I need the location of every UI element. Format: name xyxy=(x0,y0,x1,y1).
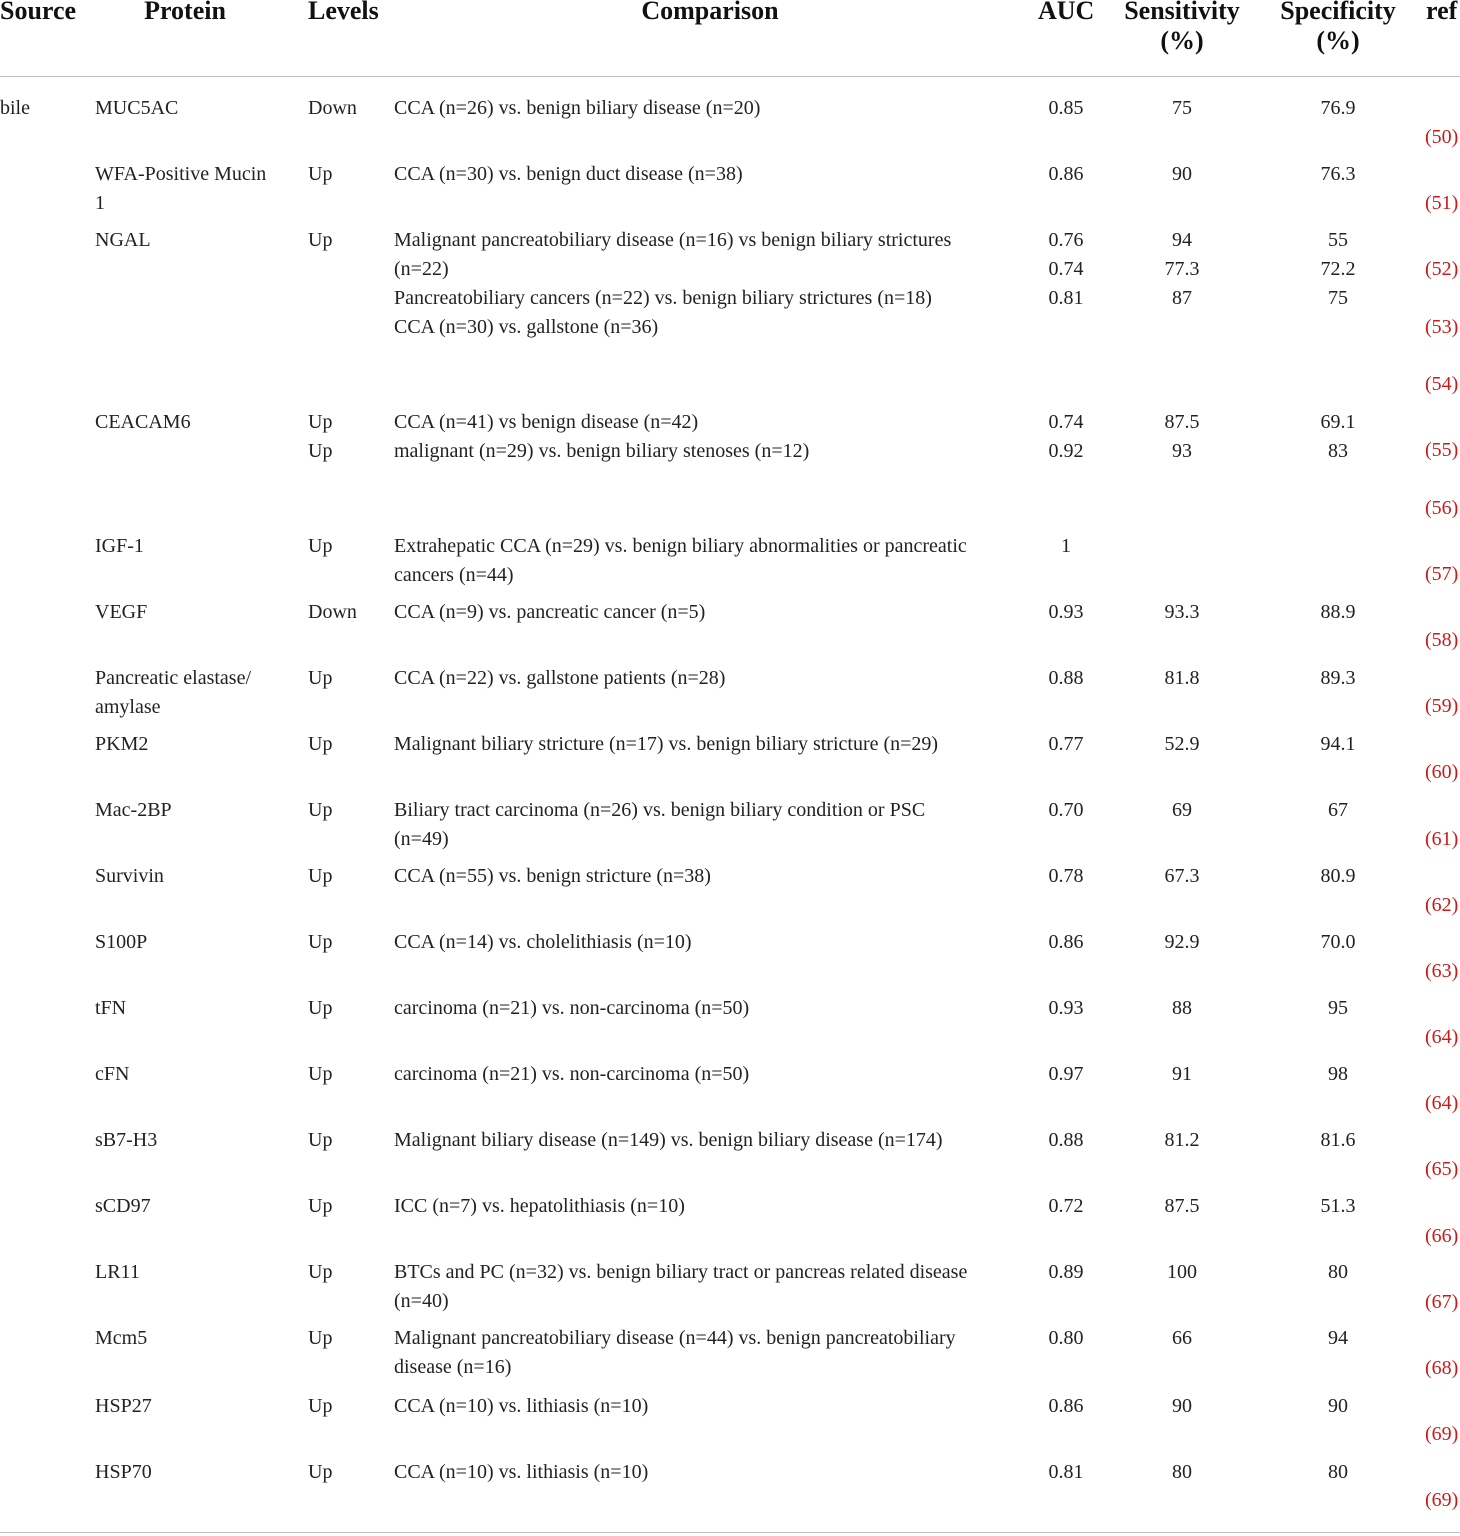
protein-cell xyxy=(95,796,295,825)
protein-cell xyxy=(95,928,295,957)
levels-cell xyxy=(308,1458,378,1487)
auc-line: 1 xyxy=(1061,535,1071,557)
spec-cell xyxy=(1288,796,1388,825)
comparison-line: Extrahepatic CCA (n=29) vs. benign biliary abnormalities or pancreatic xyxy=(394,535,967,557)
protein-line: LR11 xyxy=(95,1261,140,1283)
auc-line: 0.97 xyxy=(1048,1063,1084,1085)
sens-cell xyxy=(1132,408,1232,466)
levels-cell xyxy=(308,532,378,561)
sens-cell xyxy=(1132,160,1232,189)
sens-cell xyxy=(1132,1324,1232,1353)
spec-line: 76.9 xyxy=(1320,97,1356,119)
protein-cell xyxy=(95,408,295,437)
spec-cell xyxy=(1288,1458,1388,1487)
spec-cell xyxy=(1288,408,1388,466)
spec-line: 67 xyxy=(1328,799,1348,821)
auc-cell xyxy=(1036,532,1096,561)
protein-cell xyxy=(95,1126,295,1155)
levels-cell xyxy=(308,664,378,693)
spec-cell xyxy=(1288,730,1388,759)
levels-cell xyxy=(308,1324,378,1353)
protein-line: Mcm5 xyxy=(95,1327,148,1349)
ref-link[interactable]: (59) xyxy=(1425,695,1459,717)
levels-cell xyxy=(308,598,378,627)
protein-cell xyxy=(95,1192,295,1221)
comparison-line: carcinoma (n=21) vs. non-carcinoma (n=50) xyxy=(394,1063,750,1085)
auc-line: 0.77 xyxy=(1048,733,1084,755)
levels-line: Up xyxy=(308,1395,333,1417)
sens-cell xyxy=(1132,1392,1232,1421)
spec-cell xyxy=(1288,160,1388,189)
sens-line: 90 xyxy=(1172,1395,1192,1417)
comparison-line: Pancreatobiliary cancers (n=22) vs. benign biliary strictures (n=18) xyxy=(394,287,932,309)
auc-cell xyxy=(1036,862,1096,891)
levels-line: Up xyxy=(308,1261,333,1283)
protein-cell xyxy=(95,1458,295,1487)
sens-cell xyxy=(1132,598,1232,627)
levels-cell xyxy=(308,1392,378,1421)
auc-cell xyxy=(1036,664,1096,693)
comparison-cell xyxy=(394,160,1024,189)
levels-cell xyxy=(308,1192,378,1221)
header-auc: AUC xyxy=(1038,0,1095,25)
auc-cell xyxy=(1036,994,1096,1023)
sens-line: 77.3 xyxy=(1164,258,1200,280)
auc-cell xyxy=(1036,1258,1096,1287)
ref-link[interactable]: (50) xyxy=(1425,126,1459,148)
protein-line: CEACAM6 xyxy=(95,411,191,433)
sens-line: 66 xyxy=(1172,1327,1192,1349)
spec-line: 51.3 xyxy=(1320,1195,1356,1217)
auc-line: 0.80 xyxy=(1048,1327,1084,1349)
ref-link[interactable]: (62) xyxy=(1425,894,1459,916)
auc-line: 0.92 xyxy=(1048,440,1084,462)
ref-link[interactable]: (53) xyxy=(1425,316,1459,338)
sens-cell xyxy=(1132,226,1232,313)
levels-cell xyxy=(308,160,378,189)
protein-line: amylase xyxy=(95,696,161,718)
spec-line: 95 xyxy=(1328,997,1348,1019)
sens-line: 67.3 xyxy=(1164,865,1200,887)
levels-line: Up xyxy=(308,1195,333,1217)
ref-link[interactable]: (51) xyxy=(1425,192,1459,214)
comparison-cell xyxy=(394,598,1024,627)
comparison-line: Malignant pancreatobiliary disease (n=44) vs. benign pancreatobiliary xyxy=(394,1327,956,1349)
comparison-line: Malignant biliary disease (n=149) vs. benign biliary disease (n=174) xyxy=(394,1129,943,1151)
comparison-line: CCA (n=26) vs. benign biliary disease (n=20) xyxy=(394,97,761,119)
levels-cell xyxy=(308,994,378,1023)
protein-cell xyxy=(95,1324,295,1353)
spec-cell xyxy=(1288,1324,1388,1353)
ref-link[interactable]: (56) xyxy=(1425,497,1459,519)
auc-cell xyxy=(1036,1192,1096,1221)
levels-line: Up xyxy=(308,229,333,251)
levels-cell xyxy=(308,94,378,123)
ref-link[interactable]: (61) xyxy=(1425,828,1459,850)
auc-cell xyxy=(1036,796,1096,825)
spec-line: 80 xyxy=(1328,1461,1348,1483)
spec-line: 72.2 xyxy=(1320,258,1356,280)
comparison-line: CCA (n=30) vs. benign duct disease (n=38) xyxy=(394,163,743,185)
spec-line: 94.1 xyxy=(1320,733,1356,755)
auc-line: 0.78 xyxy=(1048,865,1084,887)
levels-line: Up xyxy=(308,799,333,821)
auc-line: 0.81 xyxy=(1048,287,1084,309)
ref-link[interactable]: (64) xyxy=(1425,1092,1459,1114)
protein-cell xyxy=(95,1258,295,1287)
levels-line: Up xyxy=(308,931,333,953)
spec-cell xyxy=(1288,598,1388,627)
sens-line: 75 xyxy=(1172,97,1192,119)
comparison-line: Biliary tract carcinoma (n=26) vs. benign biliary condition or PSC xyxy=(394,799,926,821)
comparison-cell xyxy=(394,796,1024,854)
auc-line: 0.85 xyxy=(1048,97,1084,119)
comparison-line: BTCs and PC (n=32) vs. benign biliary tract or pancreas related disease xyxy=(394,1261,968,1283)
ref-link[interactable]: (52) xyxy=(1425,258,1459,280)
levels-line: Up xyxy=(308,163,333,185)
ref-link[interactable]: (69) xyxy=(1425,1423,1459,1445)
header-protein: Protein xyxy=(144,0,226,25)
sens-line: 80 xyxy=(1172,1461,1192,1483)
header-ref: ref xyxy=(1426,0,1458,25)
source-cell: bile xyxy=(0,97,30,119)
spec-cell xyxy=(1288,1126,1388,1155)
auc-cell xyxy=(1036,928,1096,957)
levels-cell xyxy=(308,796,378,825)
protein-line: NGAL xyxy=(95,229,151,251)
protein-cell xyxy=(95,160,295,218)
sens-line: 94 xyxy=(1172,229,1192,251)
spec-line: 80 xyxy=(1328,1261,1348,1283)
levels-cell xyxy=(308,1060,378,1089)
auc-cell xyxy=(1036,160,1096,189)
auc-cell xyxy=(1036,730,1096,759)
comparison-cell xyxy=(394,730,1024,759)
spec-line: 75 xyxy=(1328,287,1348,309)
protein-line: VEGF xyxy=(95,601,148,623)
comparison-cell xyxy=(394,408,1024,466)
auc-line: 0.86 xyxy=(1048,163,1084,185)
comparison-line: CCA (n=41) vs benign disease (n=42) xyxy=(394,411,699,433)
sens-cell xyxy=(1132,862,1232,891)
spec-cell xyxy=(1288,1192,1388,1221)
protein-line: Pancreatic elastase/ xyxy=(95,667,252,689)
auc-line: 0.88 xyxy=(1048,667,1084,689)
levels-line: Down xyxy=(308,97,357,119)
protein-line: sB7-H3 xyxy=(95,1129,158,1151)
comparison-cell xyxy=(394,1192,1024,1221)
protein-cell xyxy=(95,598,295,627)
auc-line: 0.76 xyxy=(1048,229,1084,251)
sens-line: 87 xyxy=(1172,287,1192,309)
sens-line: 92.9 xyxy=(1164,931,1200,953)
auc-line: 0.70 xyxy=(1048,799,1084,821)
levels-line: Up xyxy=(308,411,333,433)
comparison-line: cancers (n=44) xyxy=(394,564,514,586)
comparison-line: CCA (n=22) vs. gallstone patients (n=28) xyxy=(394,667,726,689)
sens-line: 52.9 xyxy=(1164,733,1200,755)
comparison-line: CCA (n=10) vs. lithiasis (n=10) xyxy=(394,1461,649,1483)
auc-line: 0.81 xyxy=(1048,1461,1084,1483)
levels-line: Up xyxy=(308,535,333,557)
comparison-cell xyxy=(394,226,1024,342)
comparison-line: Malignant biliary stricture (n=17) vs. benign biliary stricture (n=29) xyxy=(394,733,939,755)
protein-cell xyxy=(95,1392,295,1421)
comparison-cell xyxy=(394,928,1024,957)
header-levels: Levels xyxy=(308,0,379,25)
comparison-cell xyxy=(394,1324,1024,1382)
auc-cell xyxy=(1036,94,1096,123)
protein-cell xyxy=(95,994,295,1023)
auc-cell xyxy=(1036,1060,1096,1089)
spec-cell xyxy=(1288,664,1388,693)
sens-line: 91 xyxy=(1172,1063,1192,1085)
sens-cell xyxy=(1132,1060,1232,1089)
levels-line: Down xyxy=(308,601,357,623)
ref-link[interactable]: (67) xyxy=(1425,1291,1459,1313)
sens-cell xyxy=(1132,796,1232,825)
comparison-line: (n=22) xyxy=(394,258,449,280)
comparison-cell xyxy=(394,1458,1024,1487)
ref-link[interactable]: (66) xyxy=(1425,1225,1459,1247)
protein-line: IGF-1 xyxy=(95,535,144,557)
sens-line: 81.2 xyxy=(1164,1129,1200,1151)
protein-cell xyxy=(95,730,295,759)
protein-line: Survivin xyxy=(95,865,164,887)
levels-line: Up xyxy=(308,865,333,887)
comparison-line: CCA (n=55) vs. benign stricture (n=38) xyxy=(394,865,711,887)
comparison-cell xyxy=(394,1392,1024,1421)
sens-cell xyxy=(1132,664,1232,693)
spec-cell xyxy=(1288,1258,1388,1287)
auc-cell xyxy=(1036,226,1096,313)
sens-cell xyxy=(1132,1258,1232,1287)
sens-line: 93.3 xyxy=(1164,601,1200,623)
auc-cell xyxy=(1036,1458,1096,1487)
comparison-line: CCA (n=10) vs. lithiasis (n=10) xyxy=(394,1395,649,1417)
header-sensitivity xyxy=(1117,0,1247,56)
spec-line: 94 xyxy=(1328,1327,1348,1349)
levels-cell xyxy=(308,1126,378,1155)
sens-cell xyxy=(1132,928,1232,957)
comparison-cell xyxy=(394,1258,1024,1316)
spec-line: 55 xyxy=(1328,229,1348,251)
auc-line: 0.86 xyxy=(1048,931,1084,953)
ref-link[interactable]: (58) xyxy=(1425,629,1459,651)
protein-cell xyxy=(95,1060,295,1089)
spec-line: 70.0 xyxy=(1320,931,1356,953)
spec-cell xyxy=(1288,928,1388,957)
ref-link[interactable]: (68) xyxy=(1425,1357,1459,1379)
auc-cell xyxy=(1036,1324,1096,1353)
comparison-line: CCA (n=30) vs. gallstone (n=36) xyxy=(394,316,659,338)
sens-line: 87.5 xyxy=(1164,411,1200,433)
auc-line: 0.89 xyxy=(1048,1261,1084,1283)
header-comparison: Comparison xyxy=(641,0,779,25)
levels-line: Up xyxy=(308,667,333,689)
comparison-line: (n=49) xyxy=(394,828,449,850)
levels-line: Up xyxy=(308,440,333,462)
protein-cell xyxy=(95,532,295,561)
auc-line: 0.74 xyxy=(1048,258,1084,280)
ref-link[interactable]: (69) xyxy=(1425,1489,1459,1511)
header-sensitivity-line1: Sensitivity xyxy=(1124,0,1240,25)
comparison-cell xyxy=(394,1060,1024,1089)
sens-cell xyxy=(1132,994,1232,1023)
levels-line: Up xyxy=(308,997,333,1019)
auc-line: 0.93 xyxy=(1048,997,1084,1019)
protein-cell xyxy=(95,862,295,891)
auc-line: 0.74 xyxy=(1048,411,1084,433)
protein-line: WFA-Positive Mucin xyxy=(95,163,267,185)
sens-line: 88 xyxy=(1172,997,1192,1019)
spec-cell xyxy=(1288,1060,1388,1089)
spec-cell xyxy=(1288,862,1388,891)
protein-line: cFN xyxy=(95,1063,130,1085)
ref-link[interactable]: (57) xyxy=(1425,563,1459,585)
sens-line: 69 xyxy=(1172,799,1192,821)
protein-line: HSP27 xyxy=(95,1395,152,1417)
header-source: Source xyxy=(0,0,77,25)
sens-cell xyxy=(1132,1458,1232,1487)
header-sensitivity-line2: (%) xyxy=(1160,26,1204,55)
levels-line: Up xyxy=(308,733,333,755)
ref-link[interactable]: (55) xyxy=(1425,439,1459,461)
levels-cell xyxy=(308,226,378,255)
header-specificity xyxy=(1272,0,1404,56)
comparison-cell xyxy=(394,1126,1024,1155)
levels-cell xyxy=(308,862,378,891)
header-specificity-line1: Specificity xyxy=(1280,0,1396,25)
ref-link[interactable]: (64) xyxy=(1425,1026,1459,1048)
spec-cell xyxy=(1288,226,1388,313)
comparison-line: disease (n=16) xyxy=(394,1356,512,1378)
sens-line: 100 xyxy=(1167,1261,1197,1283)
comparison-cell xyxy=(394,532,1024,590)
comparison-line: CCA (n=14) vs. cholelithiasis (n=10) xyxy=(394,931,692,953)
auc-line: 0.93 xyxy=(1048,601,1084,623)
auc-line: 0.88 xyxy=(1048,1129,1084,1151)
comparison-cell xyxy=(394,862,1024,891)
sens-line: 87.5 xyxy=(1164,1195,1200,1217)
spec-cell xyxy=(1288,1392,1388,1421)
spec-line: 76.3 xyxy=(1320,163,1356,185)
spec-line: 88.9 xyxy=(1320,601,1356,623)
sens-cell xyxy=(1132,1192,1232,1221)
levels-line: Up xyxy=(308,1129,333,1151)
comparison-line: malignant (n=29) vs. benign biliary stenoses (n=12) xyxy=(394,440,810,462)
sens-line: 90 xyxy=(1172,163,1192,185)
protein-line: S100P xyxy=(95,931,148,953)
levels-line: Up xyxy=(308,1063,333,1085)
header-specificity-line2: (%) xyxy=(1316,26,1360,55)
sens-cell xyxy=(1132,94,1232,123)
protein-line: tFN xyxy=(95,997,127,1019)
comparison-cell xyxy=(394,664,1024,693)
comparison-line: CCA (n=9) vs. pancreatic cancer (n=5) xyxy=(394,601,706,623)
auc-cell xyxy=(1036,1392,1096,1421)
auc-cell xyxy=(1036,598,1096,627)
ref-link[interactable]: (65) xyxy=(1425,1158,1459,1180)
ref-link[interactable]: (60) xyxy=(1425,761,1459,783)
comparison-line: carcinoma (n=21) vs. non-carcinoma (n=50) xyxy=(394,997,750,1019)
protein-line: PKM2 xyxy=(95,733,149,755)
header-divider xyxy=(0,76,1460,77)
comparison-line: (n=40) xyxy=(394,1290,449,1312)
comparison-line: Malignant pancreatobiliary disease (n=16) vs benign biliary strictures xyxy=(394,229,952,251)
ref-link[interactable]: (63) xyxy=(1425,960,1459,982)
levels-line: Up xyxy=(308,1461,333,1483)
levels-cell xyxy=(308,1258,378,1287)
protein-line: HSP70 xyxy=(95,1461,152,1483)
spec-cell xyxy=(1288,994,1388,1023)
spec-line: 98 xyxy=(1328,1063,1348,1085)
comparison-cell xyxy=(394,994,1024,1023)
auc-cell xyxy=(1036,1126,1096,1155)
spec-line: 80.9 xyxy=(1320,865,1356,887)
comparison-cell xyxy=(394,94,1024,123)
sens-line: 81.8 xyxy=(1164,667,1200,689)
comparison-line: ICC (n=7) vs. hepatolithiasis (n=10) xyxy=(394,1195,685,1217)
protein-line: sCD97 xyxy=(95,1195,151,1217)
sens-cell xyxy=(1132,1126,1232,1155)
levels-cell xyxy=(308,408,378,466)
spec-line: 69.1 xyxy=(1320,411,1356,433)
protein-line: 1 xyxy=(95,192,105,214)
protein-line: Mac-2BP xyxy=(95,799,172,821)
protein-cell xyxy=(95,664,295,722)
levels-cell xyxy=(308,928,378,957)
spec-cell xyxy=(1288,94,1388,123)
auc-line: 0.86 xyxy=(1048,1395,1084,1417)
protein-cell xyxy=(95,94,295,123)
auc-cell xyxy=(1036,408,1096,466)
protein-line: MUC5AC xyxy=(95,97,179,119)
sens-line: 93 xyxy=(1172,440,1192,462)
spec-line: 90 xyxy=(1328,1395,1348,1417)
ref-link[interactable]: (54) xyxy=(1425,373,1459,395)
levels-line: Up xyxy=(308,1327,333,1349)
protein-cell xyxy=(95,226,295,255)
sens-cell xyxy=(1132,730,1232,759)
spec-line: 89.3 xyxy=(1320,667,1356,689)
spec-line: 83 xyxy=(1328,440,1348,462)
levels-cell xyxy=(308,730,378,759)
spec-line: 81.6 xyxy=(1320,1129,1356,1151)
table-bottom-rule xyxy=(0,1532,1460,1533)
auc-line: 0.72 xyxy=(1048,1195,1084,1217)
